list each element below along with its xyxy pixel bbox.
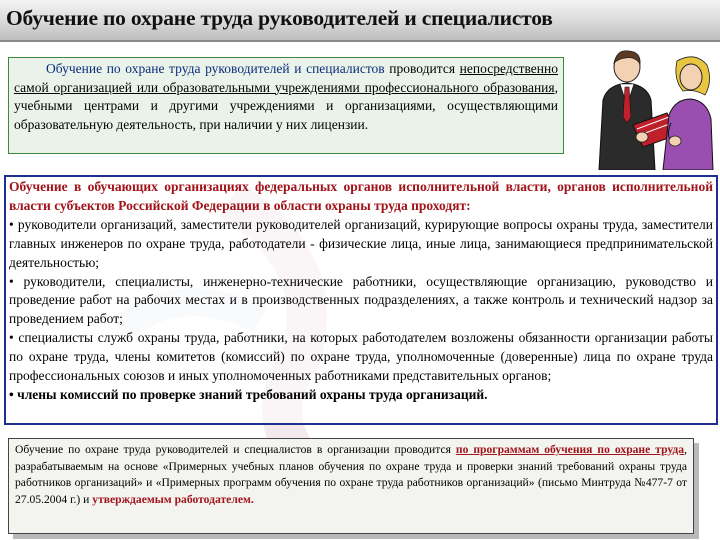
intro-verb: проводится (384, 61, 460, 76)
list-item: • руководители организаций, заместители руководителей организаций, курирующие вопросы охраны труда, заместители главных инженеров по охране труда, работодатели - физические лица, иные лица, занимающиеся предпринимательской деятельностью; (9, 216, 713, 270)
title-bar (0, 0, 720, 42)
list-item: • специалисты служб охраны труда, работники, на которых работодателем возложены обязанности организации работы по охране труда, члены комитетов (комиссий) по охране труда, уполномоченные (доверенные) лица по охране труда профессиональных союзов и иных уполномоченных работниками представительных органов; (9, 330, 713, 384)
programs-emphasis: по программам обучения по охране труда (455, 443, 685, 456)
training-programs-box (8, 438, 694, 534)
people-with-book-illustration (585, 45, 715, 170)
list-item: • члены комиссий по проверке знаний требований охраны труда организаций. (9, 386, 488, 402)
page-title: Обучение по охране труда руководителей и специалистов (6, 6, 553, 30)
intro-providers: непосредственно самой организацией или образовательными учреждениями профессионального образования, (14, 61, 559, 95)
woman-figure (663, 57, 713, 170)
man-figure (599, 51, 655, 170)
programs-approval: утверждаемым работодателем. (92, 492, 254, 506)
intro-rest: учебными центрами и другими учреждениями и организациями, осуществляющими образовательную деятельность, при наличии у них лицензии. (14, 98, 558, 132)
intro-subject: Обучение по охране труда руководителей и специалистов (46, 61, 385, 76)
participants-heading: Обучение в обучающих организациях федеральных органов исполнительной власти, органов исполнительной власти субъектов Российской Федерации в области охраны труда проходят: (9, 179, 713, 213)
programs-intro: Обучение по охране труда руководителей и специалистов в организации проводится (15, 443, 456, 456)
intro-text-box (8, 57, 564, 154)
list-item: • руководители, специалисты, инженерно-технические работники, осуществляющие организацию, руководство и проведение работ на рабочих местах и в производственных подразделениях, а также контроль и технический надзор за проведением работ; (9, 273, 713, 327)
training-participants-box (4, 175, 718, 425)
programs-basis: , разрабатываемым на основе «Примерных учебных планов обучения по охране труда и проверки знаний требований охраны труда работников организаций» и «Примерных программ обучения по охране труда работников организаций» (письмо Минтруда №477-7 от 27.05.2004 г.) и (15, 443, 688, 506)
